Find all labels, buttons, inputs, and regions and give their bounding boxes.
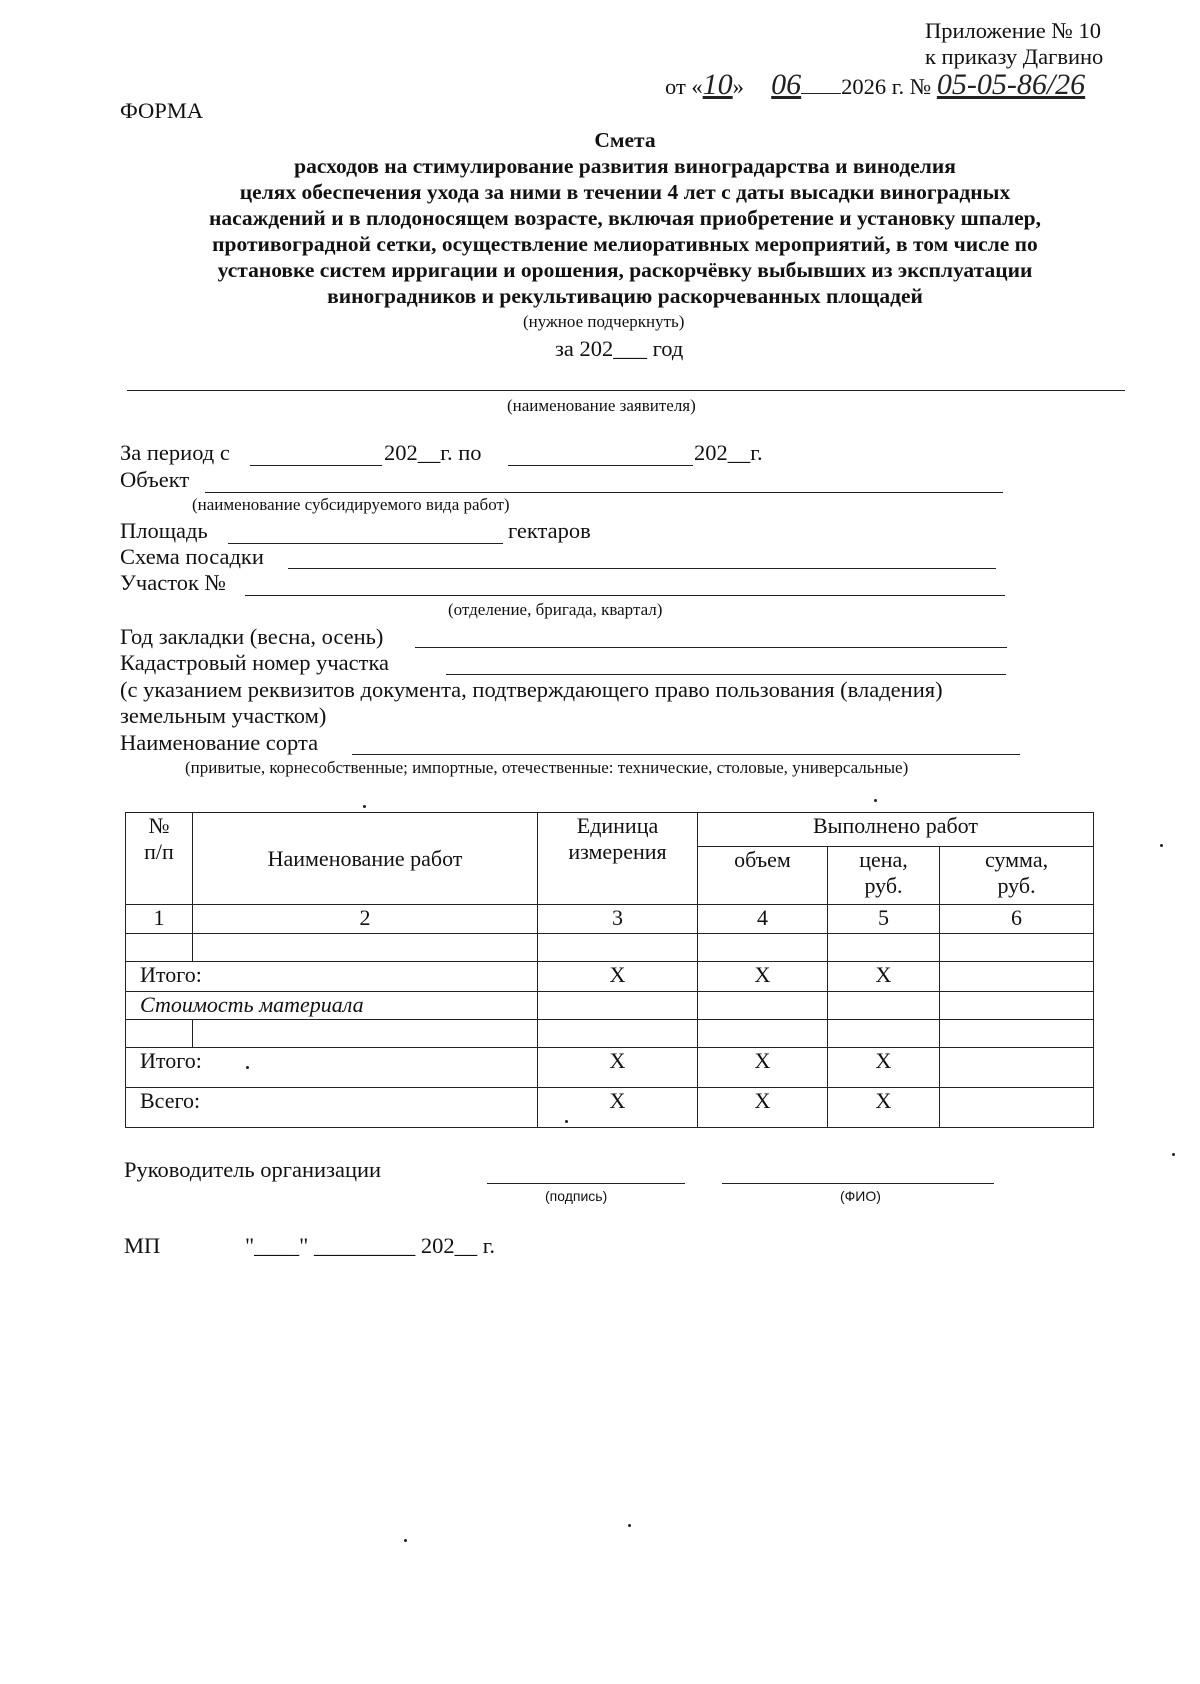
signature-caption: (подпись) xyxy=(545,1188,608,1204)
column-number: 2 xyxy=(193,905,538,934)
title-line-1: расходов на стимулирование развития виноградарства и виноделия xyxy=(294,154,956,178)
table-materials-row xyxy=(126,992,1094,1020)
date-mid: » xyxy=(732,74,744,99)
column-number: 5 xyxy=(828,905,940,934)
plot-caption: (отделение, бригада, квартал) xyxy=(448,600,663,619)
signature-date: "____" _________ 202__ г. xyxy=(245,1233,496,1258)
title-line-2: целях обеспечения ухода за ними в течении 4 лет с даты высадки виноградных xyxy=(239,180,1011,204)
name-field[interactable] xyxy=(722,1183,994,1184)
object-label: Объект xyxy=(120,467,190,492)
signature-field[interactable] xyxy=(487,1183,685,1184)
table-cell[interactable] xyxy=(828,1020,940,1048)
x-mark: Х xyxy=(538,1048,698,1088)
header-sum: сумма, руб. xyxy=(940,847,1094,905)
header-work-name: Наименование работ xyxy=(193,813,538,905)
table-cell[interactable] xyxy=(126,934,193,962)
order-year: 2026 г. № xyxy=(841,74,932,99)
x-mark: Х xyxy=(538,1088,698,1128)
scan-speck xyxy=(874,799,877,802)
scan-speck xyxy=(1160,844,1163,847)
table-cell[interactable] xyxy=(538,992,698,1020)
table-cell[interactable] xyxy=(828,992,940,1020)
column-number: 6 xyxy=(940,905,1094,934)
x-mark: Х xyxy=(828,962,940,992)
period-year-1: 202__г. по xyxy=(384,440,482,465)
plot-field[interactable] xyxy=(245,595,1005,596)
header-unit: Единица измерения xyxy=(538,813,698,905)
applicant-line[interactable] xyxy=(127,390,1125,391)
name-caption: (ФИО) xyxy=(840,1188,881,1204)
scan-speck xyxy=(404,1539,407,1542)
period-to-field[interactable] xyxy=(508,465,693,466)
scan-speck xyxy=(246,1066,249,1069)
title-line-3: насаждений и в плодоносящем возрасте, включая приобретение и установку шпалер, xyxy=(208,206,1042,230)
object-caption: (наименование субсидируемого вида работ) xyxy=(192,495,510,514)
period-year-2: 202__г. xyxy=(694,440,763,465)
table-header-row xyxy=(126,813,1094,847)
header-volume: объем xyxy=(698,847,828,905)
x-mark: Х xyxy=(698,1048,828,1088)
year-planted-label: Год закладки (весна, осень) xyxy=(120,624,384,649)
table-cell[interactable] xyxy=(193,1020,538,1048)
form-label: ФОРМА xyxy=(120,98,204,123)
table-total-row xyxy=(126,1048,1094,1088)
plot-label: Участок № xyxy=(120,570,227,595)
table-column-numbers-row xyxy=(126,905,1094,934)
handwritten-day: 10 xyxy=(702,68,733,101)
title-heading: Смета xyxy=(594,128,656,152)
column-number: 3 xyxy=(538,905,698,934)
table-total-row xyxy=(126,962,1094,992)
header-number: № п/п xyxy=(126,813,193,905)
header-completed: Выполнено работ xyxy=(698,813,1094,847)
table-cell[interactable] xyxy=(940,962,1094,992)
table-cell[interactable] xyxy=(940,1088,1094,1128)
applicant-caption: (наименование заявителя) xyxy=(507,396,696,415)
grand-total-label: Всего: xyxy=(126,1088,538,1128)
title-note: (нужное подчеркнуть) xyxy=(523,312,685,331)
handwritten-order-number: 05-05-86/26 xyxy=(936,68,1086,101)
table-cell[interactable] xyxy=(940,1048,1094,1088)
table-cell[interactable] xyxy=(828,934,940,962)
table-cell[interactable] xyxy=(698,934,828,962)
table-cell[interactable] xyxy=(940,992,1094,1020)
x-mark: Х xyxy=(698,962,828,992)
period-from-label: За период с xyxy=(120,440,230,465)
area-field[interactable] xyxy=(228,543,503,544)
x-mark: Х xyxy=(828,1088,940,1128)
estimate-table xyxy=(125,812,1094,1128)
title-year: за 202___ год xyxy=(555,336,684,361)
doc-note-2: земельным участком) xyxy=(120,703,327,728)
table-cell[interactable] xyxy=(940,1020,1094,1048)
scheme-label: Схема посадки xyxy=(120,544,264,569)
stamp-label: МП xyxy=(124,1233,161,1258)
table-cell[interactable] xyxy=(538,934,698,962)
header-price: цена, руб. xyxy=(828,847,940,905)
period-from-field[interactable] xyxy=(250,465,382,466)
table-cell[interactable] xyxy=(698,1020,828,1048)
handwritten-month: 06 xyxy=(771,68,802,101)
title-line-6: виноградников и рекультивацию раскорчеванных площадей xyxy=(327,284,923,308)
variety-caption: (привитые, корнесобственные; импортные, отечественные: технические, столовые, универсальные) xyxy=(185,758,909,777)
table-row xyxy=(126,934,1094,962)
scan-speck xyxy=(628,1524,631,1527)
variety-field[interactable] xyxy=(352,754,1020,755)
doc-note-1: (с указанием реквизитов документа, подтверждающего право пользования (владения) xyxy=(120,677,943,702)
table-row xyxy=(126,1020,1094,1048)
order-date-line xyxy=(665,68,1085,102)
table-cell[interactable] xyxy=(698,992,828,1020)
title-line-4: противоградной сетки, осуществление мелиоративных мероприятий, в том числе по xyxy=(212,232,1038,256)
total-label: Итого: xyxy=(126,962,538,992)
document-title xyxy=(100,127,1150,309)
head-label: Руководитель организации xyxy=(124,1157,382,1182)
area-unit: гектаров xyxy=(508,518,591,543)
order-label: к приказу Дагвино xyxy=(925,44,1104,69)
column-number: 4 xyxy=(698,905,828,934)
x-mark: Х xyxy=(698,1088,828,1128)
date-prefix: от « xyxy=(665,74,703,99)
table-grand-total-row xyxy=(126,1088,1094,1128)
title-line-5: установке систем ирригации и орошения, раскорчёвку выбывших из эксплуатации xyxy=(217,258,1033,282)
year-planted-field[interactable] xyxy=(415,647,1007,648)
appendix-label: Приложение № 10 xyxy=(925,18,1101,43)
cadastral-label: Кадастровый номер участка xyxy=(120,650,390,675)
scan-speck xyxy=(565,1120,568,1123)
table-cell[interactable] xyxy=(940,934,1094,962)
table-cell[interactable] xyxy=(538,1020,698,1048)
cadastral-field[interactable] xyxy=(446,674,1006,675)
scan-speck xyxy=(1172,1153,1175,1156)
scan-speck xyxy=(363,805,366,808)
table-cell[interactable] xyxy=(193,934,538,962)
column-number: 1 xyxy=(126,905,193,934)
x-mark: Х xyxy=(538,962,698,992)
table-cell[interactable] xyxy=(126,1020,193,1048)
materials-label: Стоимость материала xyxy=(126,992,538,1020)
total-label: Итого: xyxy=(126,1048,538,1088)
object-field[interactable] xyxy=(205,492,1003,493)
variety-label: Наименование сорта xyxy=(120,730,319,755)
x-mark: Х xyxy=(828,1048,940,1088)
area-label: Площадь xyxy=(120,518,208,543)
scheme-field[interactable] xyxy=(288,568,996,569)
